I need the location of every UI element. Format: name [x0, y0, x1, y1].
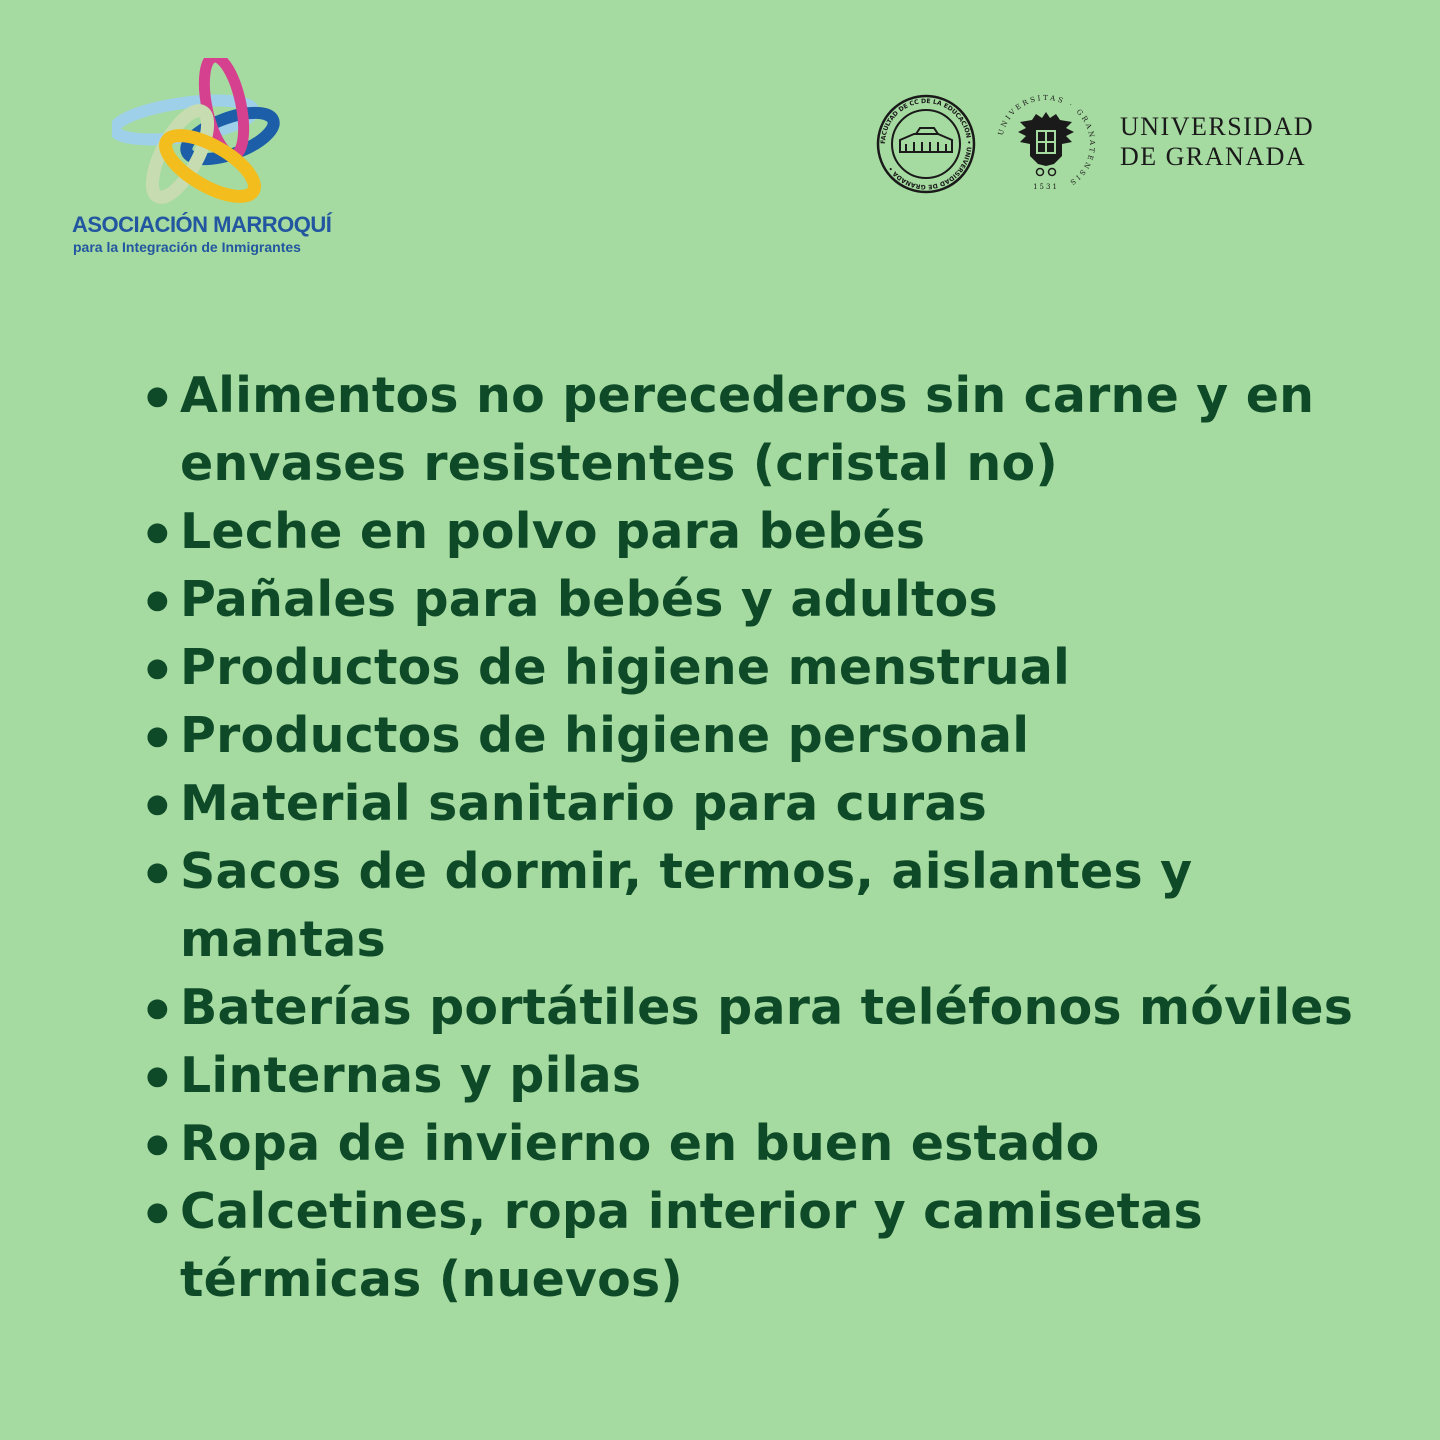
list-item-text: Pañales para bebés y adultos	[180, 571, 998, 628]
list-item-text: envases resistentes (cristal no)	[180, 435, 1058, 492]
faculty-seal-icon	[876, 94, 976, 194]
list-item-text: Ropa de invierno en buen estado	[180, 1115, 1100, 1172]
bullet-icon: ●	[146, 585, 169, 615]
bullet-icon: ●	[146, 857, 169, 887]
list-item	[140, 362, 1400, 498]
association-name: ASOCIACIÓN MARROQUÍ	[72, 212, 332, 237]
list-item	[140, 974, 1400, 1042]
university-name-line1: UNIVERSIDAD	[1120, 112, 1315, 141]
list-item-text: mantas	[180, 911, 386, 968]
bullet-icon: ●	[146, 517, 169, 547]
list-item-text: Leche en polvo para bebés	[180, 503, 926, 560]
bullet-icon: ●	[146, 993, 169, 1023]
list-item	[140, 566, 1400, 634]
list-item	[140, 1110, 1400, 1178]
list-item-text: Alimentos no perecederos sin carne y en	[180, 367, 1315, 424]
donation-items-list	[140, 362, 1400, 1314]
list-item	[140, 634, 1400, 702]
university-name-line2: DE GRANADA	[1120, 142, 1307, 171]
list-item-text: Productos de higiene personal	[180, 707, 1030, 764]
bullet-icon: ●	[146, 1197, 169, 1227]
list-item-text: Material sanitario para curas	[180, 775, 988, 832]
university-seal-text: UNIVERSITAS · GRANATENSIS	[996, 94, 1096, 188]
eagle-coat-of-arms-icon	[996, 94, 1096, 194]
list-item-text: Linternas y pilas	[180, 1047, 642, 1104]
list-item	[140, 702, 1400, 770]
list-item-text: Baterías portátiles para teléfonos móviles	[180, 979, 1354, 1036]
bullet-icon: ●	[146, 721, 169, 751]
bullet-icon: ●	[146, 1061, 169, 1091]
bullet-icon: ●	[146, 789, 169, 819]
association-logo	[72, 58, 352, 268]
bullet-icon: ●	[146, 653, 169, 683]
list-item	[140, 770, 1400, 838]
list-item-text: térmicas (nuevos)	[180, 1251, 683, 1308]
association-subtitle: para la Integración de Inmigrantes	[73, 239, 301, 255]
list-item	[140, 1178, 1400, 1314]
list-item-text: Sacos de dormir, termos, aislantes y	[180, 843, 1193, 900]
interlocking-rings-logo-icon	[112, 58, 282, 208]
svg-text:FACULTAD DE CC DE LA EDUCACIÓN	[880, 98, 972, 190]
list-item-text: Productos de higiene menstrual	[180, 639, 1071, 696]
list-item	[140, 1042, 1400, 1110]
list-item	[140, 838, 1400, 974]
university-name	[1120, 112, 1314, 172]
list-item	[140, 498, 1400, 566]
list-item-text: Calcetines, ropa interior y camisetas	[180, 1183, 1203, 1240]
bullet-icon: ●	[146, 381, 169, 411]
university-seal-year: 1531	[1033, 183, 1059, 191]
faculty-seal-text: FACULTAD DE CC DE LA EDUCACIÓN • UNIVERSIDAD DE GRANADA •	[879, 97, 973, 191]
university-logos	[876, 94, 1356, 194]
bullet-icon: ●	[146, 1129, 169, 1159]
